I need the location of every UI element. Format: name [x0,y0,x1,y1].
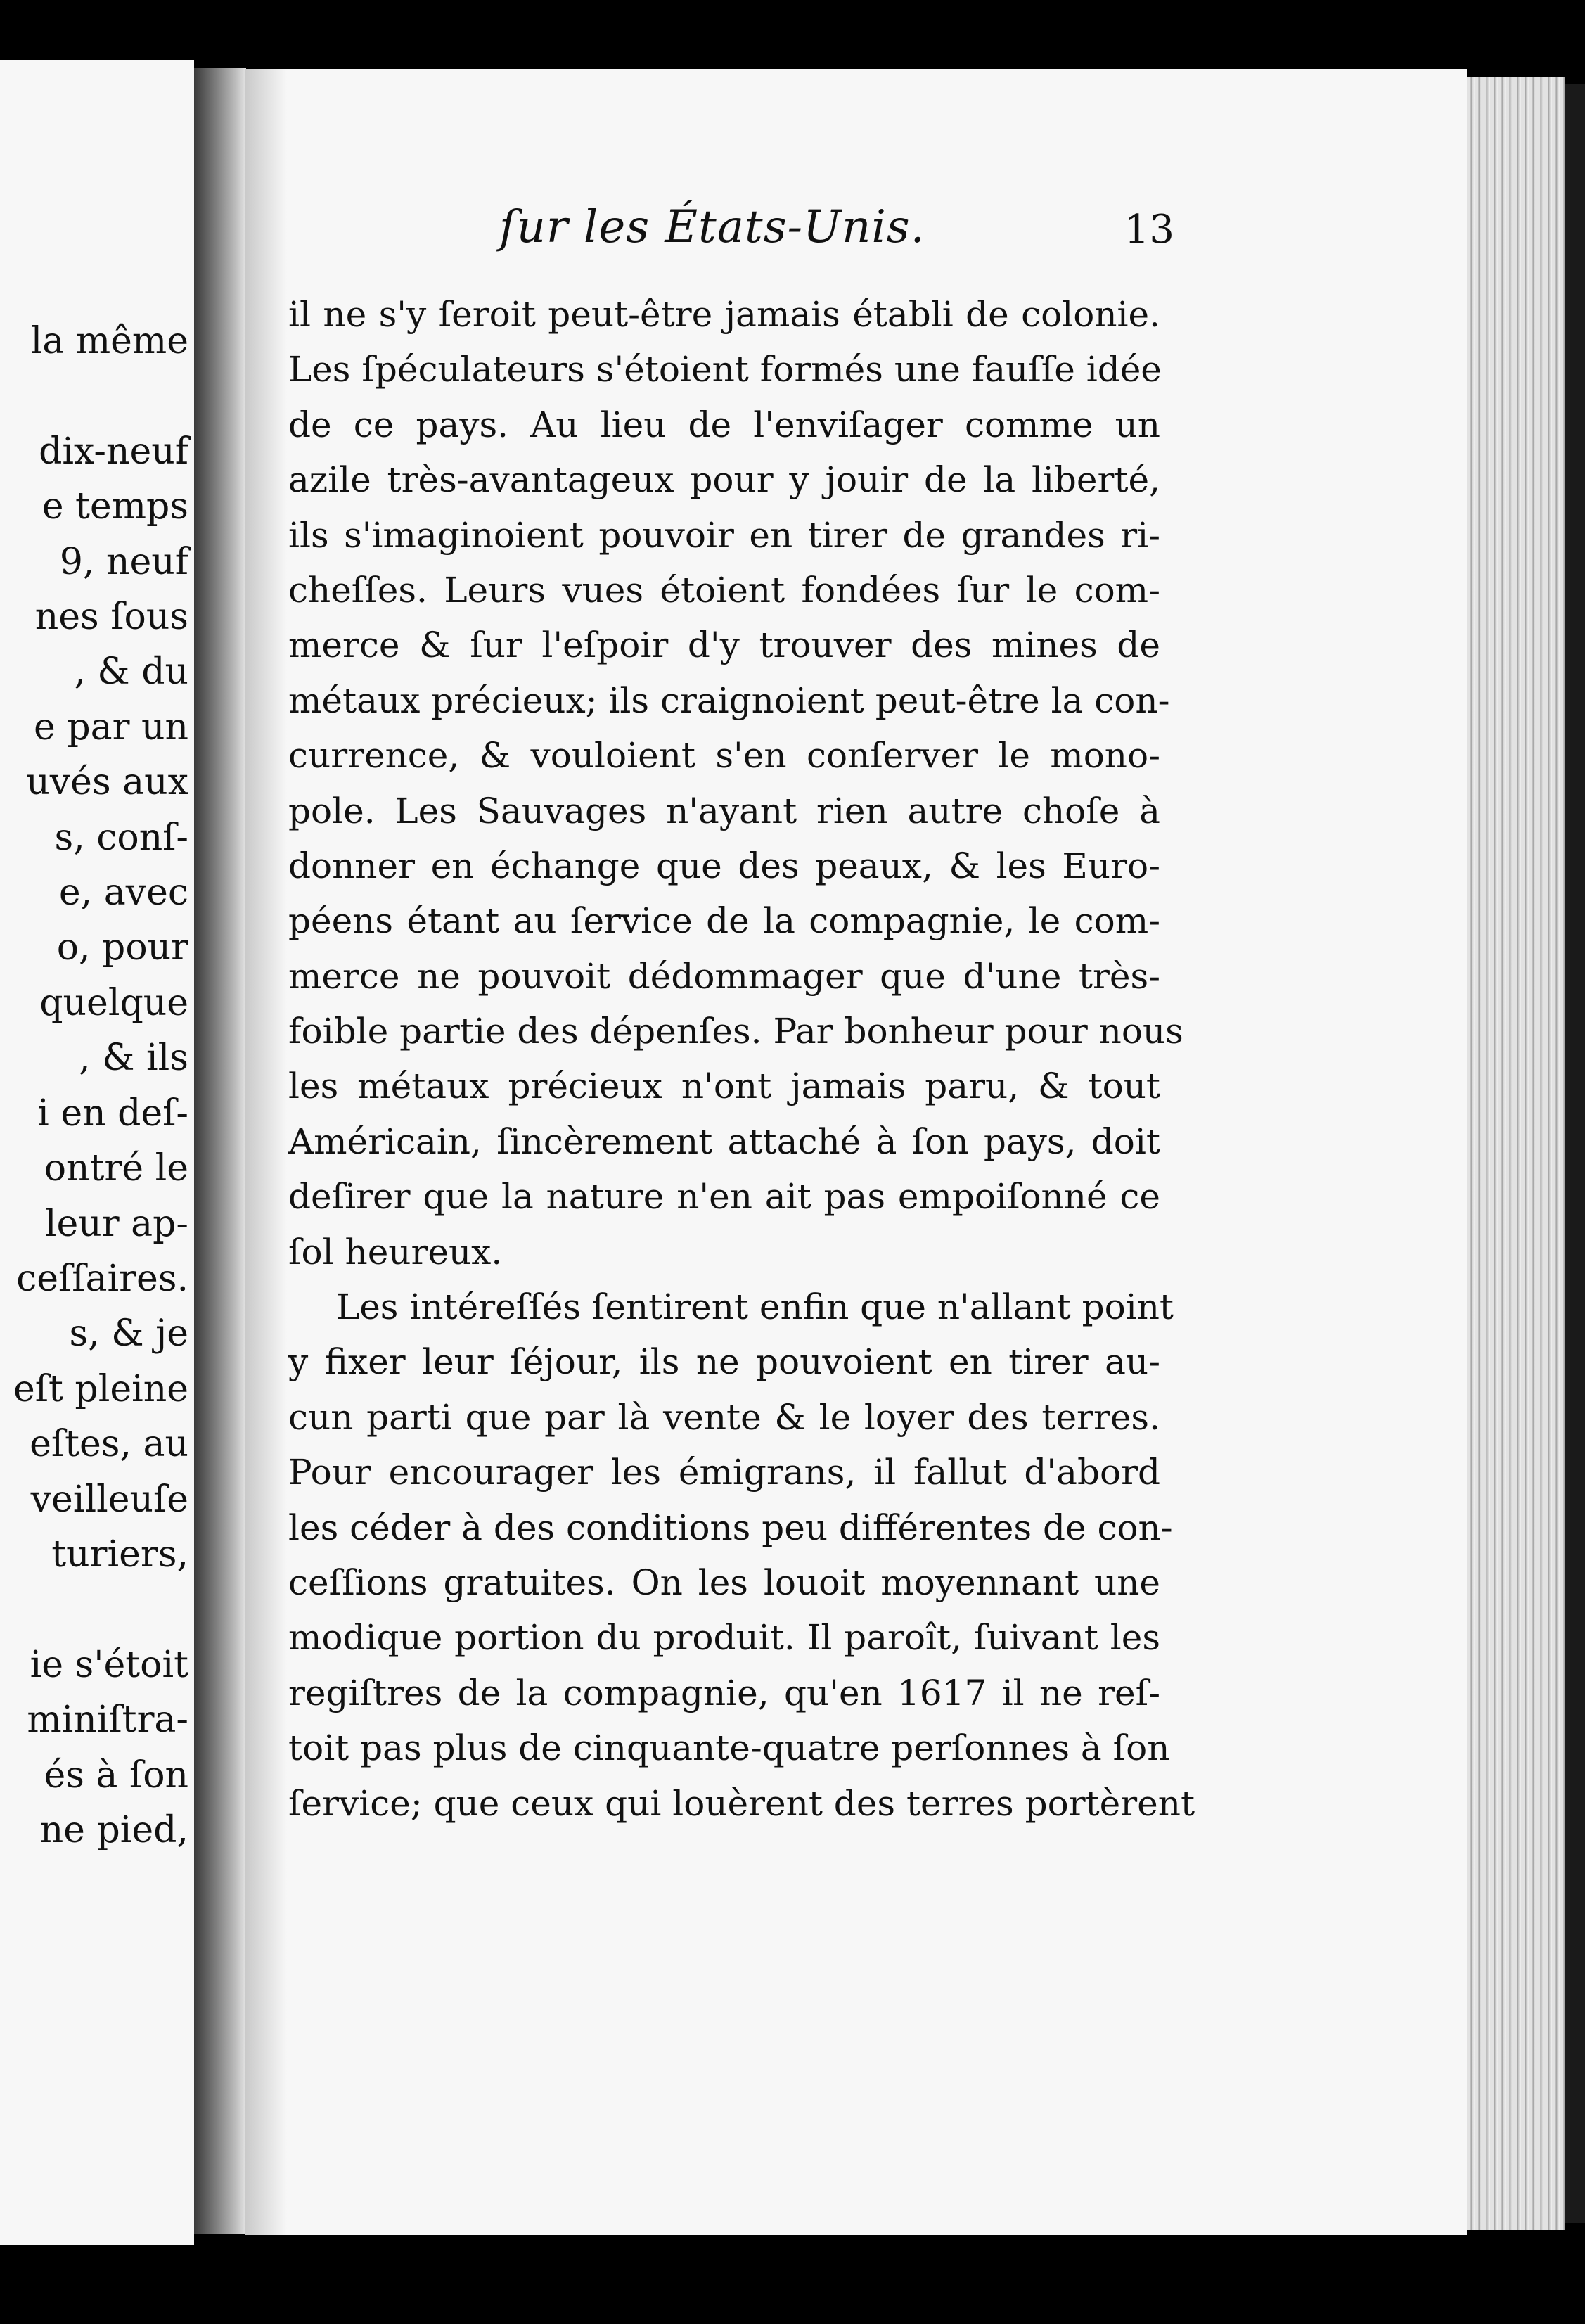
previous-page-line: e par un [34,706,188,748]
text-line: toit pas plus de cinquante-quatre perſonnes à ſon [288,1728,1170,1769]
text-line: cun parti que par là vente & le loyer des terres. [288,1396,1160,1438]
previous-page-line [0,369,188,423]
text-line: modique portion du produit. Il paroît, ſuivant les [288,1617,1160,1659]
previous-page [0,60,194,2245]
previous-page-line: eſt pleine [13,1367,188,1410]
previous-page-line: ontré le [44,1147,188,1190]
text-line: ceſſions gratuites. On les louoit moyennant une [288,1562,1160,1603]
previous-page-line: ne pied, [39,1808,188,1851]
page-edges [1467,77,1565,2230]
book-gutter-shadow [194,68,246,2234]
text-line: Pour encourager les émigrans, il fallut d'abord [288,1452,1160,1493]
previous-page-line: ceſſaires. [16,1257,188,1300]
text-line: cheſſes. Leurs vues étoient fondées ſur le com- [288,569,1160,611]
text-line: foible partie des dépenſes. Par bonheur pour nous [288,1011,1183,1052]
text-line: deſirer que la nature n'en ait pas empoiſonné ce [288,1176,1160,1218]
previous-page-line: dix-neuf [39,430,188,473]
previous-page-line: eſtes, au [30,1423,188,1466]
page-number: 13 [1124,207,1174,253]
text-line: donner en échange que des peaux, & les Euro- [288,845,1160,886]
text-line: il ne s'y ſeroit peut-être jamais établi de colonie. [288,294,1160,335]
running-head-title: ſur les États-Unis. [499,201,925,253]
previous-page-line: o, pour [56,926,188,969]
previous-page-line: ie s'étoit [30,1643,188,1686]
previous-page-line: nes ſous [34,596,188,639]
text-line: regiſtres de la compagnie, qu'en 1617 il ne reſ- [288,1672,1160,1713]
text-line: pole. Les Sauvages n'ayant rien autre choſe à [288,790,1160,831]
text-line: ſervice; que ceux qui louèrent des terres portèrent [288,1782,1195,1824]
previous-page-text [0,314,188,1858]
previous-page-line: quelque [39,981,188,1024]
text-line: merce ne pouvoit dédommager que d'une très- [288,955,1160,997]
previous-page-line: s, conſ- [54,816,188,859]
text-line: de ce pays. Au lieu de l'enviſager comme un [288,404,1160,445]
previous-page-line: la même [30,320,188,362]
text-line: azile très-avantageux pour y jouir de la liberté, [288,459,1160,501]
text-line: métaux précieux; ils craignoient peut-être la con- [288,679,1170,721]
text-line: ſol heureux. [288,1231,503,1272]
previous-page-line: e, avec [58,872,188,914]
previous-page-line: uvés aux [26,761,188,804]
text-line: currence, & vouloient s'en conſerver le mono- [288,735,1160,777]
text-line: Les ſpéculateurs s'étoient formés une fauſſe idée [288,349,1162,390]
previous-page-line [0,1582,188,1637]
body-text [288,287,1195,1831]
book-cover-edge [1565,84,1585,2223]
running-head [499,201,1174,279]
previous-page-line: 9, neuf [59,540,188,583]
previous-page-line: és à ſon [44,1754,188,1796]
previous-page-line: , & du [74,651,188,694]
previous-page-line: s, & je [69,1313,188,1355]
previous-page-line: turiers, [51,1533,188,1576]
previous-page-line: , & ils [79,1037,188,1080]
previous-page-line: e temps [41,485,188,528]
text-line: Les intéreſſés ſentirent enfin que n'allant point [336,1286,1174,1328]
text-line: Américain, ſincèrement attaché à ſon pays, doit [288,1120,1160,1162]
text-line: les céder à des conditions peu différentes de con- [288,1507,1173,1548]
previous-page-line: leur ap- [44,1202,188,1245]
previous-page-line: miniſtra- [27,1699,188,1742]
text-line: y fixer leur ſéjour, ils ne pouvoient en tirer au- [288,1341,1160,1383]
text-line: les métaux précieux n'ont jamais paru, & tout [288,1066,1160,1107]
text-line: merce & ſur l'eſpoir d'y trouver des mines de [288,625,1160,666]
page-gutter-shade [245,69,287,2235]
previous-page-line: i en deſ- [37,1092,188,1135]
previous-page-line: veilleuſe [30,1478,188,1521]
text-line: péens étant au ſervice de la compagnie, le com- [288,900,1160,942]
text-line: ils s'imaginoient pouvoir en tirer de grandes ri- [288,514,1160,556]
